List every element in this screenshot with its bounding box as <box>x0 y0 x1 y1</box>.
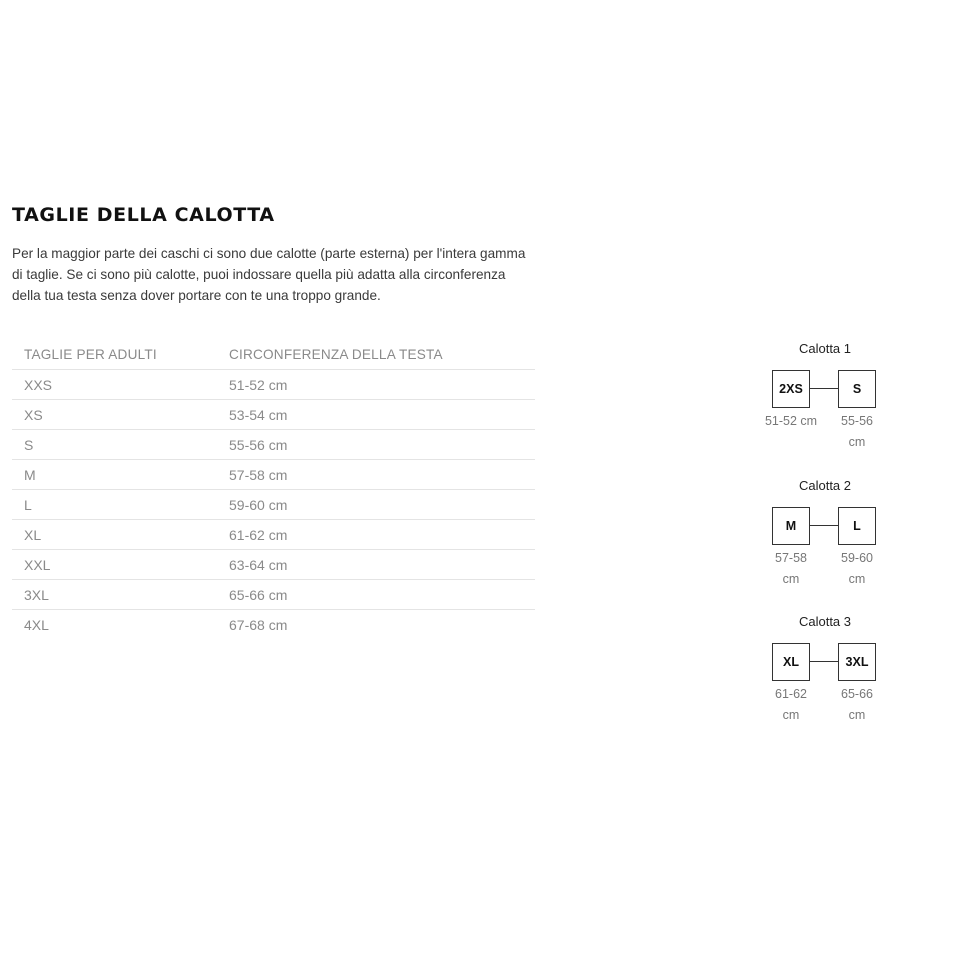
size-cell: XS <box>12 400 217 430</box>
shell-to-size-box: 3XL <box>838 643 876 681</box>
size-cell: XL <box>12 520 217 550</box>
circumference-cell: 55-56 cm <box>217 430 535 460</box>
shell-2-diagram <box>760 478 890 589</box>
shell-range-labels <box>760 545 890 589</box>
shell-to-range: 65-66 cm <box>841 687 873 722</box>
shell-1-diagram <box>760 341 890 452</box>
circumference-cell: 67-68 cm <box>229 616 288 633</box>
circumference-cell: 53-54 cm <box>217 400 535 430</box>
size-table <box>12 340 535 639</box>
shell-to-size-box: L <box>838 507 876 545</box>
table-row <box>12 520 535 550</box>
shell-connector-line <box>809 525 838 526</box>
size-cell: M <box>12 460 217 490</box>
shell-from-range: 57-58 cm <box>775 551 807 586</box>
header-head-circumference: CIRCONFERENZA DELLA TESTA <box>217 340 535 370</box>
circumference-cell: 57-58 cm <box>217 460 535 490</box>
shell-size-range <box>760 370 890 408</box>
shell-range-labels <box>760 408 890 452</box>
shell-to-range: 55-56 cm <box>841 414 873 449</box>
shell-size-range <box>760 507 890 545</box>
circumference-cell: 63-64 cm <box>217 550 535 580</box>
table-row <box>12 370 535 400</box>
shell-3-diagram <box>760 614 890 725</box>
shell-from-size-box: XL <box>772 643 810 681</box>
shell-from-range: 51-52 cm <box>764 414 818 428</box>
shell-title: Calotta 1 <box>798 341 852 356</box>
shell-from-size-box: M <box>772 507 810 545</box>
size-cell: 3XL <box>12 580 217 610</box>
shell-connector-line <box>809 388 838 389</box>
shell-to-size-box: S <box>838 370 876 408</box>
header-adult-sizes: TAGLIE PER ADULTI <box>12 340 217 370</box>
circumference-cell: 59-60 cm <box>217 490 535 520</box>
table-row <box>12 550 535 580</box>
circumference-cell: 61-62 cm <box>217 520 535 550</box>
table-row <box>12 430 535 460</box>
table-row <box>12 610 535 640</box>
shell-from-size-box: 2XS <box>772 370 810 408</box>
size-cell: S <box>12 430 217 460</box>
shell-title: Calotta 3 <box>798 614 852 629</box>
table-row <box>12 400 535 430</box>
description-text: Per la maggior parte dei caschi ci sono due calotte (parte esterna) per l'intera gamma di taglie. Se ci sono più calotte, puoi indossare quella più adatta alla circonferenza della tua testa senza dover portare con te una troppo grande. <box>12 246 526 303</box>
page-title: TAGLIE DELLA CALOTTA <box>12 204 275 226</box>
size-cell: XXS <box>12 370 217 400</box>
shell-title: Calotta 2 <box>798 478 852 493</box>
shell-size-range <box>760 643 890 681</box>
table-row <box>12 490 535 520</box>
size-cell: 4XL <box>24 616 49 633</box>
table-header-row <box>12 340 535 370</box>
size-cell: XXL <box>12 550 217 580</box>
size-cell: L <box>12 490 217 520</box>
circumference-cell: 65-66 cm <box>217 580 535 610</box>
shell-range-labels <box>760 681 890 725</box>
table-row <box>12 580 535 610</box>
circumference-cell: 51-52 cm <box>217 370 535 400</box>
shell-from-range: 61-62 cm <box>775 687 807 722</box>
shell-to-range: 59-60 cm <box>841 551 873 586</box>
table-row <box>12 460 535 490</box>
shell-connector-line <box>809 661 838 662</box>
